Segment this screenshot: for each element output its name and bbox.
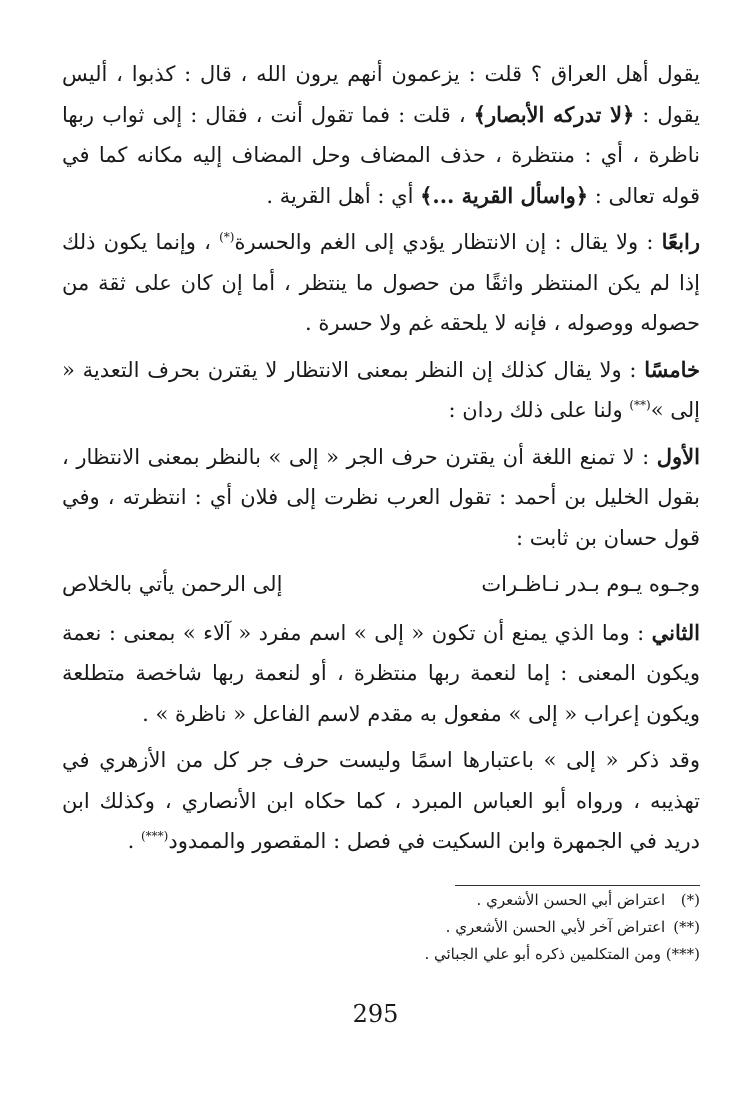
footnote-text: اعتراض أبي الحسن الأشعري .: [476, 891, 666, 909]
text-run: : ولا يقال : إن الانتظار يؤدي إلى الغم والحسرة: [234, 230, 662, 254]
text-run: ولنا على ذلك ردان :: [448, 398, 630, 422]
footnote-ref: (*): [219, 230, 235, 244]
footnote-text: اعتراض آخر لأبي الحسن الأشعري .: [445, 918, 666, 936]
footnote-mark: (**): [673, 918, 700, 936]
footnote-text: ومن المتكلمين ذكره أبو علي الجبائي .: [424, 945, 661, 963]
text-run: .: [127, 829, 141, 853]
text-run: يقول أهل العراق ؟ قلت : يزعمون أنهم يرون الله ، قال : كذبوا ، أليس يقول :: [62, 62, 700, 127]
footnote-mark: (***): [665, 945, 700, 963]
verse-first-hemistich: وجـوه يـوم بـدر نـاظـرات: [481, 572, 700, 596]
paragraph: [62, 740, 700, 862]
quoted-text: ﴿واسأل القرية ...﴾: [420, 182, 589, 208]
paragraph: [62, 613, 700, 735]
verse-second-hemistich: إلى الرحمن يأتي بالخلاص: [62, 572, 283, 596]
paragraphs-before-verse: [62, 54, 700, 558]
page-number: 295: [352, 1000, 399, 1028]
paragraph: [62, 437, 700, 559]
text-run: ، وإنما يكون ذلك إذا لم يكن المنتظر واثقًا من حصول ما ينتظر ، أما إن كان على ثقة من حصوله ووصوله ، فإنه لا يلحقه غم ولا حسرة .: [62, 230, 700, 335]
quoted-text: ﴿لا تدركه الأبصار﴾: [473, 101, 635, 127]
paragraph-lead: الأول: [656, 443, 700, 469]
paragraph: [62, 54, 700, 216]
paragraph-lead: خامسًا: [644, 356, 700, 382]
footnotes: [62, 887, 700, 968]
footnote-ref: (**): [629, 398, 651, 412]
paragraph-lead: رابعًا: [661, 229, 701, 254]
footnote: [62, 941, 700, 968]
footnote: [62, 887, 700, 914]
footnote-mark: (*): [680, 891, 700, 909]
text-run: : وما الذي يمنع أن تكون « إلى » اسم مفرد « آلاء » بمعنى : نعمة ويكون المعنى : إما لنعمة ربها منتظرة ، أو لنعمة ربها شاخصة متطلعة ويكون إعراب « إلى » مفعول به مقدم لاسم الفاعل « ناظرة » .: [62, 620, 700, 726]
paragraph: [62, 222, 700, 344]
poetry-verse: [62, 564, 700, 605]
footnote-ref: (***): [140, 829, 169, 843]
text-run: ، قلت : فما تقول أنت ، فقال : إلى ثواب ربها ناظرة ، أي : منتظرة ، حذف المضاف وحل المضاف إليه مكانه كما في قوله تعالى :: [62, 102, 700, 208]
paragraph-lead: الثاني: [651, 619, 700, 645]
footnote: [62, 914, 700, 941]
text-run: أي : أهل القرية .: [266, 183, 421, 208]
footnote-separator: [455, 885, 700, 886]
paragraph: [62, 350, 700, 431]
main-text: [62, 54, 700, 862]
text-run: وقد ذكر « إلى » باعتبارها اسمًا وليست حرف جر كل من الأزهري في تهذيبه ، ورواه أبو العباس المبرد ، كما حكاه ابن الأنصاري ، وكذلك ابن دريد في الجمهرة وابن السكيت في فصل : المقصور والممدود: [62, 748, 700, 853]
text-run: : ولا يقال كذلك إن النظر بمعنى الانتظار لا يقترن بحرف التعدية « إلى »: [62, 357, 700, 422]
paragraphs-after-verse: [62, 613, 700, 862]
text-run: : لا تمنع اللغة أن يقترن حرف الجر « إلى » بالنظر بمعنى الانتظار ، بقول الخليل بن أحمد : تقول العرب نظرت إلى فلان أي : انتظرته ، وفي قول حسان بن ثابت :: [62, 444, 700, 550]
